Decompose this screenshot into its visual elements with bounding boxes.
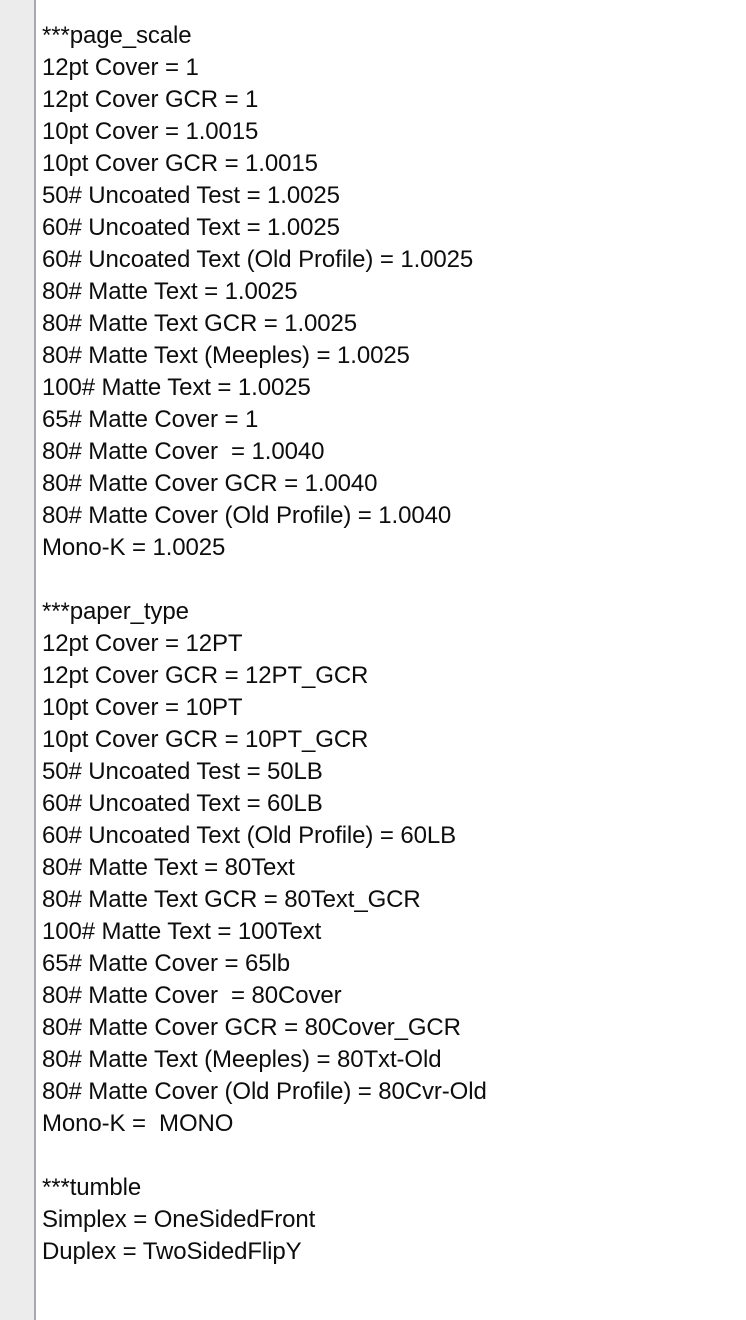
text-line: 80# Matte Cover = 80Cover bbox=[42, 982, 342, 1009]
text-line: 100# Matte Text = 1.0025 bbox=[42, 374, 311, 401]
section-header: ***page_scale bbox=[42, 22, 192, 49]
text-line: 80# Matte Text GCR = 80Text_GCR bbox=[42, 886, 421, 913]
text-line: 10pt Cover GCR = 1.0015 bbox=[42, 150, 318, 177]
text-line: 12pt Cover GCR = 12PT_GCR bbox=[42, 662, 369, 689]
text-line: 65# Matte Cover = 1 bbox=[42, 406, 259, 433]
text-line: 80# Matte Text GCR = 1.0025 bbox=[42, 310, 358, 337]
text-line: 65# Matte Cover = 65lb bbox=[42, 950, 290, 977]
text-line: 10pt Cover = 10PT bbox=[42, 694, 243, 721]
text-line: 80# Matte Cover (Old Profile) = 1.0040 bbox=[42, 502, 452, 529]
text-line: 50# Uncoated Test = 1.0025 bbox=[42, 182, 340, 209]
text-line: 80# Matte Text = 80Text bbox=[42, 854, 295, 881]
text-line: 12pt Cover GCR = 1 bbox=[42, 86, 259, 113]
text-line: 60# Uncoated Text = 1.0025 bbox=[42, 214, 340, 241]
text-line: Duplex = TwoSidedFlipY bbox=[42, 1238, 302, 1265]
text-line: 80# Matte Cover = 1.0040 bbox=[42, 438, 325, 465]
text-line: Mono-K = MONO bbox=[42, 1110, 234, 1137]
document-section bbox=[42, 1172, 736, 1268]
text-line: 80# Matte Text (Meeples) = 80Txt-Old bbox=[42, 1046, 442, 1073]
text-line: 12pt Cover = 1 bbox=[42, 54, 199, 81]
text-line: 80# Matte Cover GCR = 1.0040 bbox=[42, 470, 378, 497]
left-gutter bbox=[0, 0, 34, 1320]
text-line: 100# Matte Text = 100Text bbox=[42, 918, 322, 945]
text-line: 80# Matte Cover GCR = 80Cover_GCR bbox=[42, 1014, 461, 1041]
document-content bbox=[36, 0, 746, 1320]
text-line: 60# Uncoated Text (Old Profile) = 60LB bbox=[42, 822, 456, 849]
text-line: 50# Uncoated Test = 50LB bbox=[42, 758, 323, 785]
text-line: 80# Matte Text = 1.0025 bbox=[42, 278, 298, 305]
text-line: 60# Uncoated Text (Old Profile) = 1.0025 bbox=[42, 246, 474, 273]
text-line: 80# Matte Text (Meeples) = 1.0025 bbox=[42, 342, 410, 369]
text-line: 12pt Cover = 12PT bbox=[42, 630, 243, 657]
document-section bbox=[42, 596, 736, 1140]
text-line: 10pt Cover = 1.0015 bbox=[42, 118, 259, 145]
text-line: 80# Matte Cover (Old Profile) = 80Cvr-Old bbox=[42, 1078, 487, 1105]
text-line: Mono-K = 1.0025 bbox=[42, 534, 226, 561]
section-header: ***paper_type bbox=[42, 598, 189, 625]
text-line: Simplex = OneSidedFront bbox=[42, 1206, 316, 1233]
document-section bbox=[42, 20, 736, 564]
text-line: 10pt Cover GCR = 10PT_GCR bbox=[42, 726, 369, 753]
section-header: ***tumble bbox=[42, 1174, 142, 1201]
text-line: 60# Uncoated Text = 60LB bbox=[42, 790, 323, 817]
